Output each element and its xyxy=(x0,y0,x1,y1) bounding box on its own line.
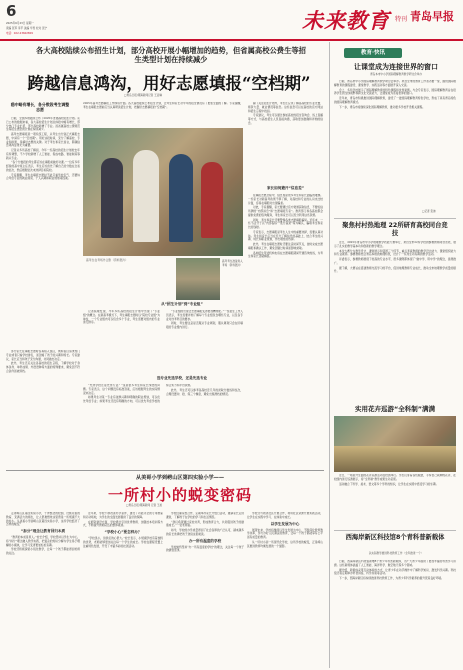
sub2-title: 选专业先选学校，还是先选专业 xyxy=(156,376,208,380)
page-number: 6 xyxy=(6,2,17,20)
sub3-title: 家长如何避开“信息差” xyxy=(266,186,305,190)
photo-figure-4 xyxy=(201,162,223,238)
sidebar-item1-text: 日前，青岛市中小学国际理解教育教学研讨会举办。来自全市的教育工作者齐聚一堂，围绕国际理解教育的课程建设、课堂教学、实践活动等方面展开深入交流。 会上，多所学校展示了国际理解教育的特色课程和优秀案例。与会专家表示，国际理解教育旨在培养学生的全球视野和跨文化交流能力，让课堂成为连接世界的窗口。 近年来，青岛市积极推进国际理解教育，建设了一批国际理解教育特色学校，形成了具有青岛特色的国际理解教育模式。 下一步，青岛市将继续深化国际理解教育，推动更多学校开设相关课程。 xyxy=(334,80,456,109)
sidebar-item4-title: 西海岸新区科技馆8个青科普新载体 xyxy=(345,534,445,541)
masthead xyxy=(0,0,463,38)
second-kicker: 从美哥小学到崂山区第四实验小学—— xyxy=(135,475,225,481)
photo-caption: 高考生在考场外合影（资料图片） xyxy=(86,258,128,262)
second-col-2: 近年来，学校不断改善办学条件，建设了功能齐全的专用教室和运动场地，为学生的全面发展提供了良好的保障。 在师资建设方面，学校通过引进优秀教师、加强校本培训等方式，不断提升教师队伍的整体素质。 “学校小心”要怎样办？ “学校虽小，但我们的心很大。”校长表示，小规模学校有着独特的优势，老师能够更加关注每一个学生的成长。学校在课程设置上注重特色发展，开设了丰富多彩的社团活动。 xyxy=(83,512,163,548)
main-headline: 跨越信息鸿沟，用好志愿填报“空档期” xyxy=(27,74,311,93)
main-byline: □青岛日报/观海新闻记者 王亚琳 xyxy=(124,94,162,97)
second-sub2: “学校小心”要怎样办？ xyxy=(104,530,142,534)
partner-logo: 青岛早报 xyxy=(410,10,454,23)
sidebar-item1-sub: 青岛本市中小学国际理解教育教学研讨会举办 xyxy=(370,73,422,76)
sidebar-rule-1 xyxy=(334,218,456,219)
main-kicker: 各大高校陆续公布招生计划，部分高校开展小幅增加的趋势，但省属高校公费生等招生类型计划在持续减少 xyxy=(36,46,306,64)
intro-block: 2025年高考志愿填报工作即将开始。各大高校陆续公布招生计划，让考生和家长对今年的招生情况有了更加全面的了解。专家提醒，考生在填报志愿前应当认真研读招生计划，把握好志愿填报的“空档期”。 xyxy=(83,102,243,109)
mid-column-text: 记者梳理发现，今年多所高校的招生计划中出现了“专业组”的概念。在新高考模式下，考生填报志愿时以“院校专业组”为单位，一个专业组内可以包含多个专业，考生需要对组内的专业进行排序。 “专业组的出现让志愿填报变得更加精细化。”一位招生工作人员表示，考生需要详细了解每个专业组包含哪些专业，以及各专业对选考科目的要求。 同时，考生要注意是否服从专业调剂，服从调剂只会在所填报的专业组内进行。 xyxy=(83,310,243,329)
second-col-1: 走进崂山区第四实验小学，干净整洁的校园、设施完善的教室、充满活力的师生，让人很难想象这里曾是一所规模不大的村小。从美哥小学到崂山区第四实验小学，这所学校经历了怎样的蜕变？ “拆分”理念让教育回归本质 “教育的本质是育人。”校长介绍，学校坚持以学生为中心，将“拆分”理念融入教学实践，把复杂的知识分解为学生易于理解的小模块，让学习变得更加轻松有趣。 学校还积极探索小班化教学，让每一个孩子都能得到老师的关注。 xyxy=(6,512,80,555)
sidebar-photo-crowd xyxy=(334,446,456,472)
photo-figure-3 xyxy=(169,154,193,242)
section-divider xyxy=(6,470,324,471)
second-sub4: 以学生发展为中心 xyxy=(270,521,300,526)
edition-line: 责编 张军 李平 美编 毕雪 校对 张宁 xyxy=(6,27,48,30)
sidebar-label xyxy=(344,48,402,58)
sidebar-item3-text: 近日，一场别开生面的花卉巡游活动在校园举行。学生们身着各色服装，手持自己栽种的花卉，在校园内进行巡游展示，将“全科制”教学成果生动呈现。 活动融合了科学、美术、语文等多个学科的知识，让学生在实践中感受学习的乐趣。 xyxy=(334,474,456,486)
brand-title: 未来教育 xyxy=(302,9,390,33)
side-photo-caption: 高考考生准备进入考场（资料图片） xyxy=(222,260,243,267)
photo-figure-1 xyxy=(101,158,123,238)
sidebar-item1-title: 让课堂成为连接世界的窗口 xyxy=(354,63,438,71)
second-col-3: 学校注重家校合作，定期举办家长开放日活动，邀请家长走进课堂，了解孩子在学校的学习和生活情况。 “我们希望通过家校共育，形成教育合力，共同促进孩子的健康成长。”一位老师说。 如今，学校的办学质量得到了社会各界的广泛认可，越来越多的家长选择把孩子送到这里就读。 办一所有温度的学校 学校始终坚持“办一所有温度的学校”的理念，关注每一个孩子的情感需求。 xyxy=(166,512,244,553)
mid-column-text-2: “先选学校还是先选专业？”这是很多考生和家长纠结的问题。专家表示，这个问题没有标准答案，应该根据考生的实际情况来决定。 如果考生对某一专业有浓厚兴趣和明确的职业规划，可以优先考虑专业；如果考生还没有明确的方向，可以优先考虑学校的综合实力和平台资源。 此外，考生还可以参考各高校近几年的录取分数线和位次，合理设置冲、稳、保三个梯度，避免出现滑档的情况。 xyxy=(83,384,243,403)
second-sub3: 办一所有温度的学校 xyxy=(188,538,222,543)
main-photo xyxy=(83,128,243,256)
sidebar-item2-text: 近日，2025年青岛市中小学地理教学技能大赛举行，来自全市22所学校的参赛教师同台竞技，展示了扎实的教学基本功和创新的教学理念。 本次大赛分为教学设计、课堂展示和答辩三个环节，重点考查教师的教学设计能力、课堂组织能力和专业素养。参赛教师结合青岛本地的地理特色，设计了一系列生动有趣的教学活动。 评委表示，参赛教师展现了较高的专业水平，很多课例都体现了“做中学、用中学”的理念，值得推广。 据了解，大赛旨在搭建教师交流学习的平台，促进地理教师专业成长，推动全市地理教学质量的提升。 xyxy=(334,241,456,274)
sidebar-label-text: 教育·快讯 xyxy=(360,50,386,56)
masthead-rule xyxy=(0,39,463,41)
sidebar-rule-2 xyxy=(334,530,456,531)
left-column-text: 日前，全国多地陆续公布了2025年普通高校招生计划。从已公布的数据来看，各大高校招生计划总体稳中略有增长，部分热门专业扩招，部分高校新增了专业。而省属高校公费师范生等招生类型的计划在持续减少。 高考志愿填报是一项系统工程，从考生出分到正式填报志愿，中间有一个“空档期”。用好这段时间，充分了解高校、专业和政策，是填好志愿的关键。对于考生和家长而言，跨越信息鸿沟显得尤为重要。 记者从多所高校了解到，今年一些高校的招生计划较去年有所调整，不少学校新增了人工智能、集成电路、智能制造等新兴专业。 “各个分数段的考生都应该在填报前做好功课。”一位有多年经验的高中班主任表示，考生应该首先了解自己的分数在全省的位次，然后根据位次来选择目标院校。 专家提醒，考生在填报志愿时不能只看学校名气，还要综合考虑专业的就业前景、个人兴趣和职业规划等因素。 xyxy=(6,117,80,181)
brand-sub: 特刊 xyxy=(395,16,408,23)
second-sub1: “拆分”理念让教育回归本质 xyxy=(20,529,66,533)
side-photo-image xyxy=(176,258,220,300)
sidebar-item4-text: 日前，西海岸新区科技馆新增8个青少年科普新载体，为广大青少年提供了更加丰富的科普学习资源。这些新载体涵盖了人工智能、海洋科学、航空航天等多个领域。 据介绍，新载体采用互动体验的方式，让青少年在动手操作中了解科学知识、激发科学兴趣。科技馆还将定期举办科普讲座、科学实验等活动。 下一步，西海岸新区将持续推进科技教育工作，为青少年科学素养的提升营造良好环境。 xyxy=(334,560,456,580)
sidebar-item4-sub: 以实际教学推进科技教育工作（全年推进一个） xyxy=(368,552,424,555)
sidebar-item2-title: 聚焦村村热地理 22所研育高校同台竞技 xyxy=(342,222,448,237)
sub1-title: 从“招生计划”到“专业组” xyxy=(161,302,203,306)
left-column-text-2: 部分家长在填报志愿时容易陷入误区，例如盲目追求热门专业或者只看学校排名，而忽略了孩子的兴趣和特长。专家建议，家长应当和孩子充分沟通，共同做出决定。 此外，考生还应关注各高校的招生章程，了解学校对于身体条件、单科成绩、外语语种等方面的特殊要求，避免因不符合条件而被退档。 xyxy=(6,350,80,373)
sidebar-item3-title: 实用花卉巡游“全科制”满满 xyxy=(354,405,436,413)
lead-box-title: 稳中略有增长，各分数段考生调整志愿 xyxy=(10,102,70,113)
sidebar xyxy=(329,42,460,668)
right-main-text-2: 在填报志愿过程中，信息差是很多考生和家长面临的难题。一些家长对新高考政策不够了解，对高校和专业的认识也比较片面，容易在填报时出现偏差。 对此，专家提醒，家长要通过官方渠道获取信息，不要轻信所谓的“内部消息”和“志愿填报专家”。教育部门和各高校都会提供免费的咨询服务，考生和家长可以充分利用这些资源。 同时，考生和家长还要警惕各类志愿填报骗局。近年来，一些不法分子以“内部指标”“低分高录”等为噱头，骗取考生和家长的钱财。 专家表示，志愿填报是考生人生中的重要选择，需要认真对待。考生和家长应当在充分了解信息的基础上，结合考生的兴趣、特长和职业规划，作出理性的选择。 此外，考生在填报志愿时还要注意时间节点，按时完成志愿填报和确认工作，避免因错过时间而影响录取。 各地招生考试机构也将在志愿填报期间开通咨询热线，为考生和家长答疑解惑。 xyxy=(248,194,323,259)
second-headline: 一所村小的蜕变密码 xyxy=(107,486,252,504)
second-col-4: 学校还与周边社区开展合作，利用社区资源开展实践活动，让学生在实践中学习、在体验中成长。 以学生发展为中心 展望未来，学校将继续以学生发展为中心，不断深化教育教学改革，努力办好人民满意的教育，让每一个孩子都能享有公平而有质量的教育。 从一所村小到一所现代化学校，这所学校的蜕变，正是崂山区推进教育均衡发展的一个缩影。 xyxy=(247,512,323,548)
right-main-text: 除了关注招生计划外，考生还应该了解各高校的专业设置、师资力量、就业情况等信息。这些信息可以在高校的官方网站和招生章程中找到。 专家建议，考生可以通过参加高校的招生咨询会、线上直播等方式，与高校招生人员直接沟通，获取更加准确和详细的信息。 xyxy=(248,102,323,125)
date-line: 2025年6月23日 星期一 xyxy=(6,22,34,25)
photo-figure-2 xyxy=(133,150,159,242)
sidebar-credit: □记者 张迪 xyxy=(422,210,436,213)
phone-line: 电话：022-23602809 xyxy=(6,32,33,35)
second-byline: □青岛日报/观海新闻 记者 王旭 xyxy=(126,504,163,507)
sidebar-photo xyxy=(334,416,456,472)
side-photo xyxy=(176,258,244,300)
